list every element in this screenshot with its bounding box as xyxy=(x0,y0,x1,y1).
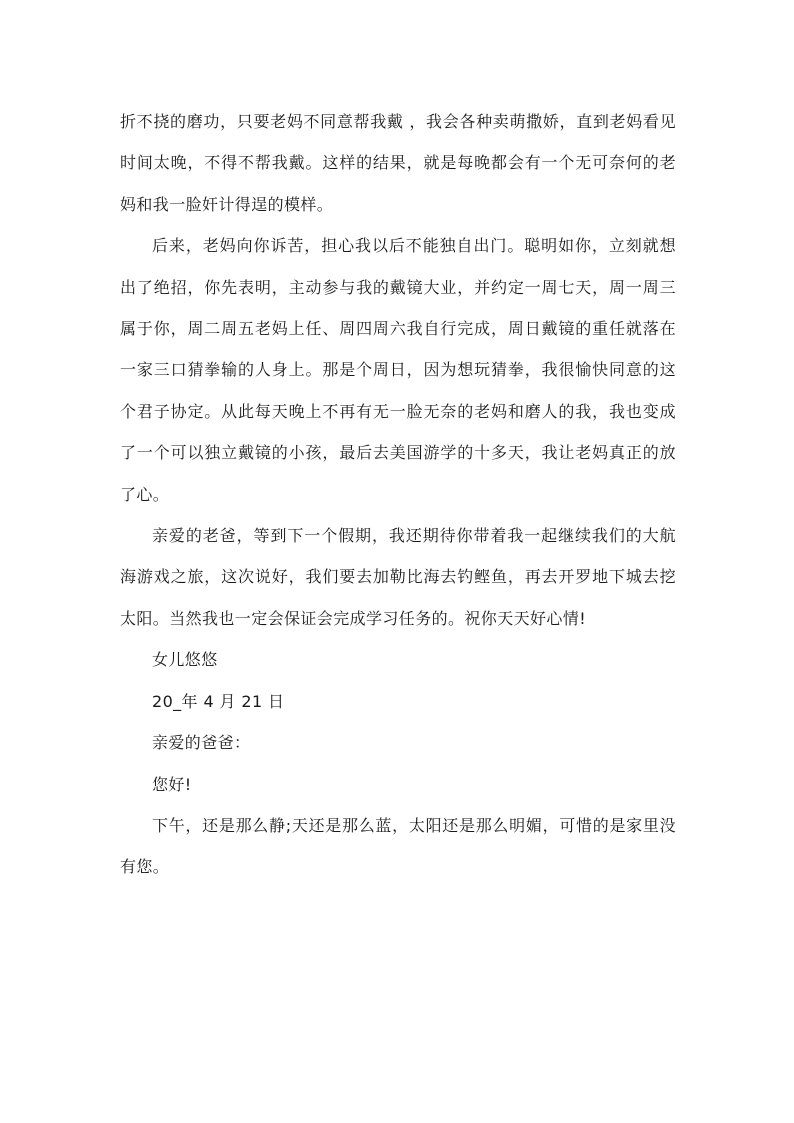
paragraph-continuation: 折不挠的磨功，只要老妈不同意帮我戴 ，我会各种卖萌撒娇，直到老妈看见时间太晚，不得不帮我戴。这样的结果，就是每晚都会有一个无可奈何的老妈和我一脸奸计得逞的模样。 xyxy=(120,112,676,214)
paragraph-opening: 下午，还是那么静;天还是那么蓝，太阳还是那么明媚，可惜的是家里没有您。 xyxy=(120,815,676,877)
paragraph-wish: 亲爱的老爸，等到下一个假期，我还期待你带着我一起继续我们的大航海游戏之旅，这次说好，我们要去加勒比海去钓鲣鱼，再去开罗地下城去挖太阳。当然我也一定会保证会完成学习任务的。祝你天天好心情! xyxy=(120,526,676,628)
letter-body xyxy=(120,101,676,888)
greeting: 您好! xyxy=(152,774,192,794)
signature: 女儿悠悠 xyxy=(152,650,218,670)
letter-date: 20_年 4 月 21 日 xyxy=(152,691,285,711)
paragraph-story: 后来，老妈向你诉苦，担心我以后不能独自出门。聪明如你，立刻就想出了绝招，你先表明，主动参与我的戴镜大业，并约定一周七天，周一周三属于你，周二周五老妈上任、周四周六我自行完成，周日戴镜的重任就落在一家三口猜拳输的人身上。那是个周日，因为想玩猜拳，我很愉快同意的这个君子协定。从此每天晚上不再有无一脸无奈的老妈和磨人的我，我也变成了一个可以独立戴镜的小孩，最后去美国游学的十多天，我让老妈真正的放了心。 xyxy=(120,236,676,504)
salutation: 亲爱的爸爸： xyxy=(152,733,251,753)
